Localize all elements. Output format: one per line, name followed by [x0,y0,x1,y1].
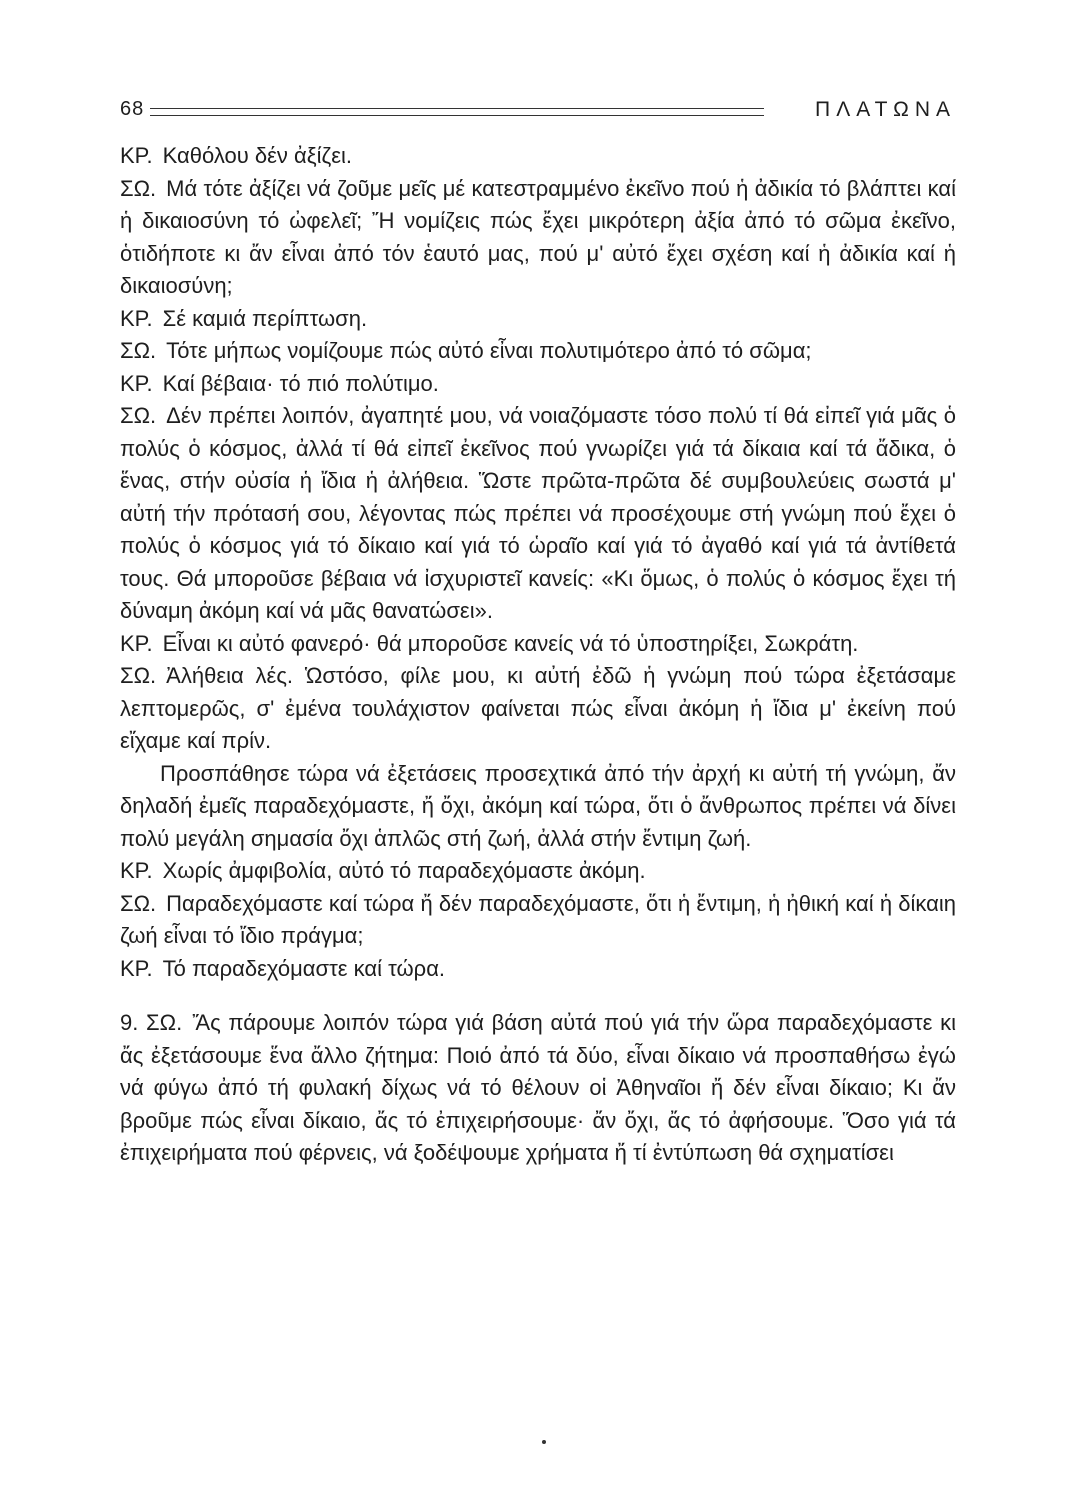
dialogue-line [120,855,956,888]
dialogue-text: Ἀλήθεια λές. Ὡστόσο, φίλε μου, κι αὐτή ἐδῶ ἡ γνώμη πού τώρα ἐξετάσαμε λεπτομερῶς, σ' ἐμένα τουλάχιστον φαίνεται πώς εἶναι ἀκόμη ἡ ἴδια μ' ἐκείνη πού εἴχαμε καί πρίν. [120,663,956,753]
dialogue-text: Σέ καμιά περίπτωση. [162,305,368,331]
page-number: 68 [120,98,145,120]
speaker-label: ΚΡ. [120,305,153,331]
dialogue-line [120,888,956,953]
stray-print-mark [542,1440,546,1444]
speaker-label: ΚΡ. [120,143,153,168]
speaker-label: ΣΩ. [120,403,157,428]
dialogue-line [120,368,956,401]
dialogue-line [120,400,956,628]
dialogue-line [120,953,956,986]
speaker-label: ΚΡ. [120,858,153,883]
speaker-label: ΚΡ. [120,955,153,981]
header-double-rule [150,108,764,116]
dialogue-text: Τότε μήπως νομίζουμε πώς αὐτό εἶναι πολυτιμότερο ἀπό τό σῶμα; [166,338,812,363]
section-speaker-label: 9. ΣΩ. [120,1010,183,1035]
dialogue-text: Εἶναι κι αὐτό φανερό· θά μποροῦσε κανείς νά τό ὑποστηρίξει, Σωκράτη. [162,630,859,656]
dialogue-line [120,628,956,661]
dialogue-text: Παραδεχόμαστε καί τώρα ἤ δέν παραδεχόμαστε, ὅτι ἡ ἔντιμη, ἡ ἠθική καί ἡ δίκαιη ζωή εἶναι τό ἴδιο πράγμα; [120,890,956,948]
body-text [120,140,956,1170]
speaker-label: ΚΡ. [120,630,153,656]
running-title: ΠΛΑΤΩΝΑ [815,98,956,121]
dialogue-line [120,140,956,173]
speaker-label: ΣΩ. [120,663,157,688]
dialogue-text: Μά τότε ἀξίζει νά ζοῦμε μεῖς μέ κατεστραμμένο ἐκεῖνο πού ἡ ἀδικία τό βλάπτει καί ἡ δικαιοσύνη τό ὠφελεῖ; Ἤ νομίζεις πώς ἔχει μικρότερη ἀξία ἀπό τό σῶμα ἐκεῖνο, ὁτιδήποτε κι ἄν εἶναι ἀπό τόν ἑαυτό μας, πού μ' αὐτό ἔχει σχέση καί ἡ ἀδικία καί ἡ δικαιοσύνη; [120,175,956,298]
page-header [120,98,956,130]
dialogue-text: Καί βέβαια· τό πιό πολύτιμο. [162,370,439,396]
speaker-label: ΚΡ. [120,370,153,396]
dialogue-continuation [120,758,956,856]
dialogue-line [120,335,956,368]
speaker-label: ΣΩ. [120,175,157,201]
speaker-label: ΣΩ. [120,338,157,363]
speaker-label: ΣΩ. [120,890,157,916]
dialogue-text: Χωρίς ἀμφιβολία, αὐτό τό παραδεχόμαστε ἀκόμη. [162,858,646,883]
dialogue-line [120,173,956,303]
dialogue-line [120,660,956,758]
dialogue-text: Ἄς πάρουμε λοιπόν τώρα γιά βάση αὐτά πού γιά τήν ὥρα παραδεχόμαστε κι ἄς ἐξετάσουμε ἕνα ἄλλο ζήτημα: Ποιό ἀπό τά δύο, εἶναι δίκαιο νά προσπαθήσω ἐγώ νά φύγω ἀπό τή φυλακή δίχως νά τό θέλουν οἱ Ἀθηναῖοι ἤ δέν εἶναι δίκαιο; Κι ἄν βροῦμε πώς εἶναι δίκαιο, ἄς τό ἐπιχειρήσουμε· ἄν ὄχι, ἄς τό ἀφήσουμε. Ὅσο γιά τά ἐπιχειρήματα πού φέρνεις, νά ξοδέψουμε χρήματα ἤ τί ἐντύπωση θά σχηματίσει [120,1010,956,1165]
dialogue-text: Τό παραδεχόμαστε καί τώρα. [162,955,446,981]
dialogue-line [120,303,956,336]
dialogue-text: Δέν πρέπει λοιπόν, ἀγαπητέ μου, νά νοιαζόμαστε τόσο πολύ τί θά εἰπεῖ γιά μᾶς ὁ πολύς ὁ κόσμος, ἀλλά τί θά εἰπεῖ ἐκεῖνος πού γνωρίζει γιά τά δίκαια καί τά ἄδικα, ὁ ἕνας, στήν οὐσία ἡ ἴδια ἡ ἀλήθεια. Ὥστε πρῶτα-πρῶτα δέ συμβουλεύεις σωστά μ' αὐτή τήν πρότασή σου, λέγοντας πώς πρέπει νά προσέχουμε στή γνώμη πού ἔχει ὁ πολύς ὁ κόσμος γιά τό δίκαιο καί γιά τό ὡραῖο καί γιά τό ἀγαθό καί γιά τά ἀντίθετά τους. Θά μποροῦσε βέβαια νά ἰσχυριστεῖ κανείς: «Κι ὅμως, ὁ πολύς ὁ κόσμος ἔχει τή δύναμη ἀκόμη καί νά μᾶς θανατώσει». [120,403,956,623]
dialogue-text: Καθόλου δέν ἀξίζει. [162,143,353,168]
dialogue-text: Προσπάθησε τώρα νά ἐξετάσεις προσεχτικά ἀπό τήν ἀρχή κι αὐτή τή γνώμη, ἄν δηλαδή ἐμεῖς παραδεχόμαστε, ἤ ὄχι, ἀκόμη καί τώρα, ὅτι ὁ ἄνθρωπος πρέπει νά δίνει πολύ μεγάλη σημασία ὄχι ἁπλῶς στή ζωή, ἀλλά στήν ἔντιμη ζωή. [120,760,956,851]
section-start-line [120,1007,956,1170]
